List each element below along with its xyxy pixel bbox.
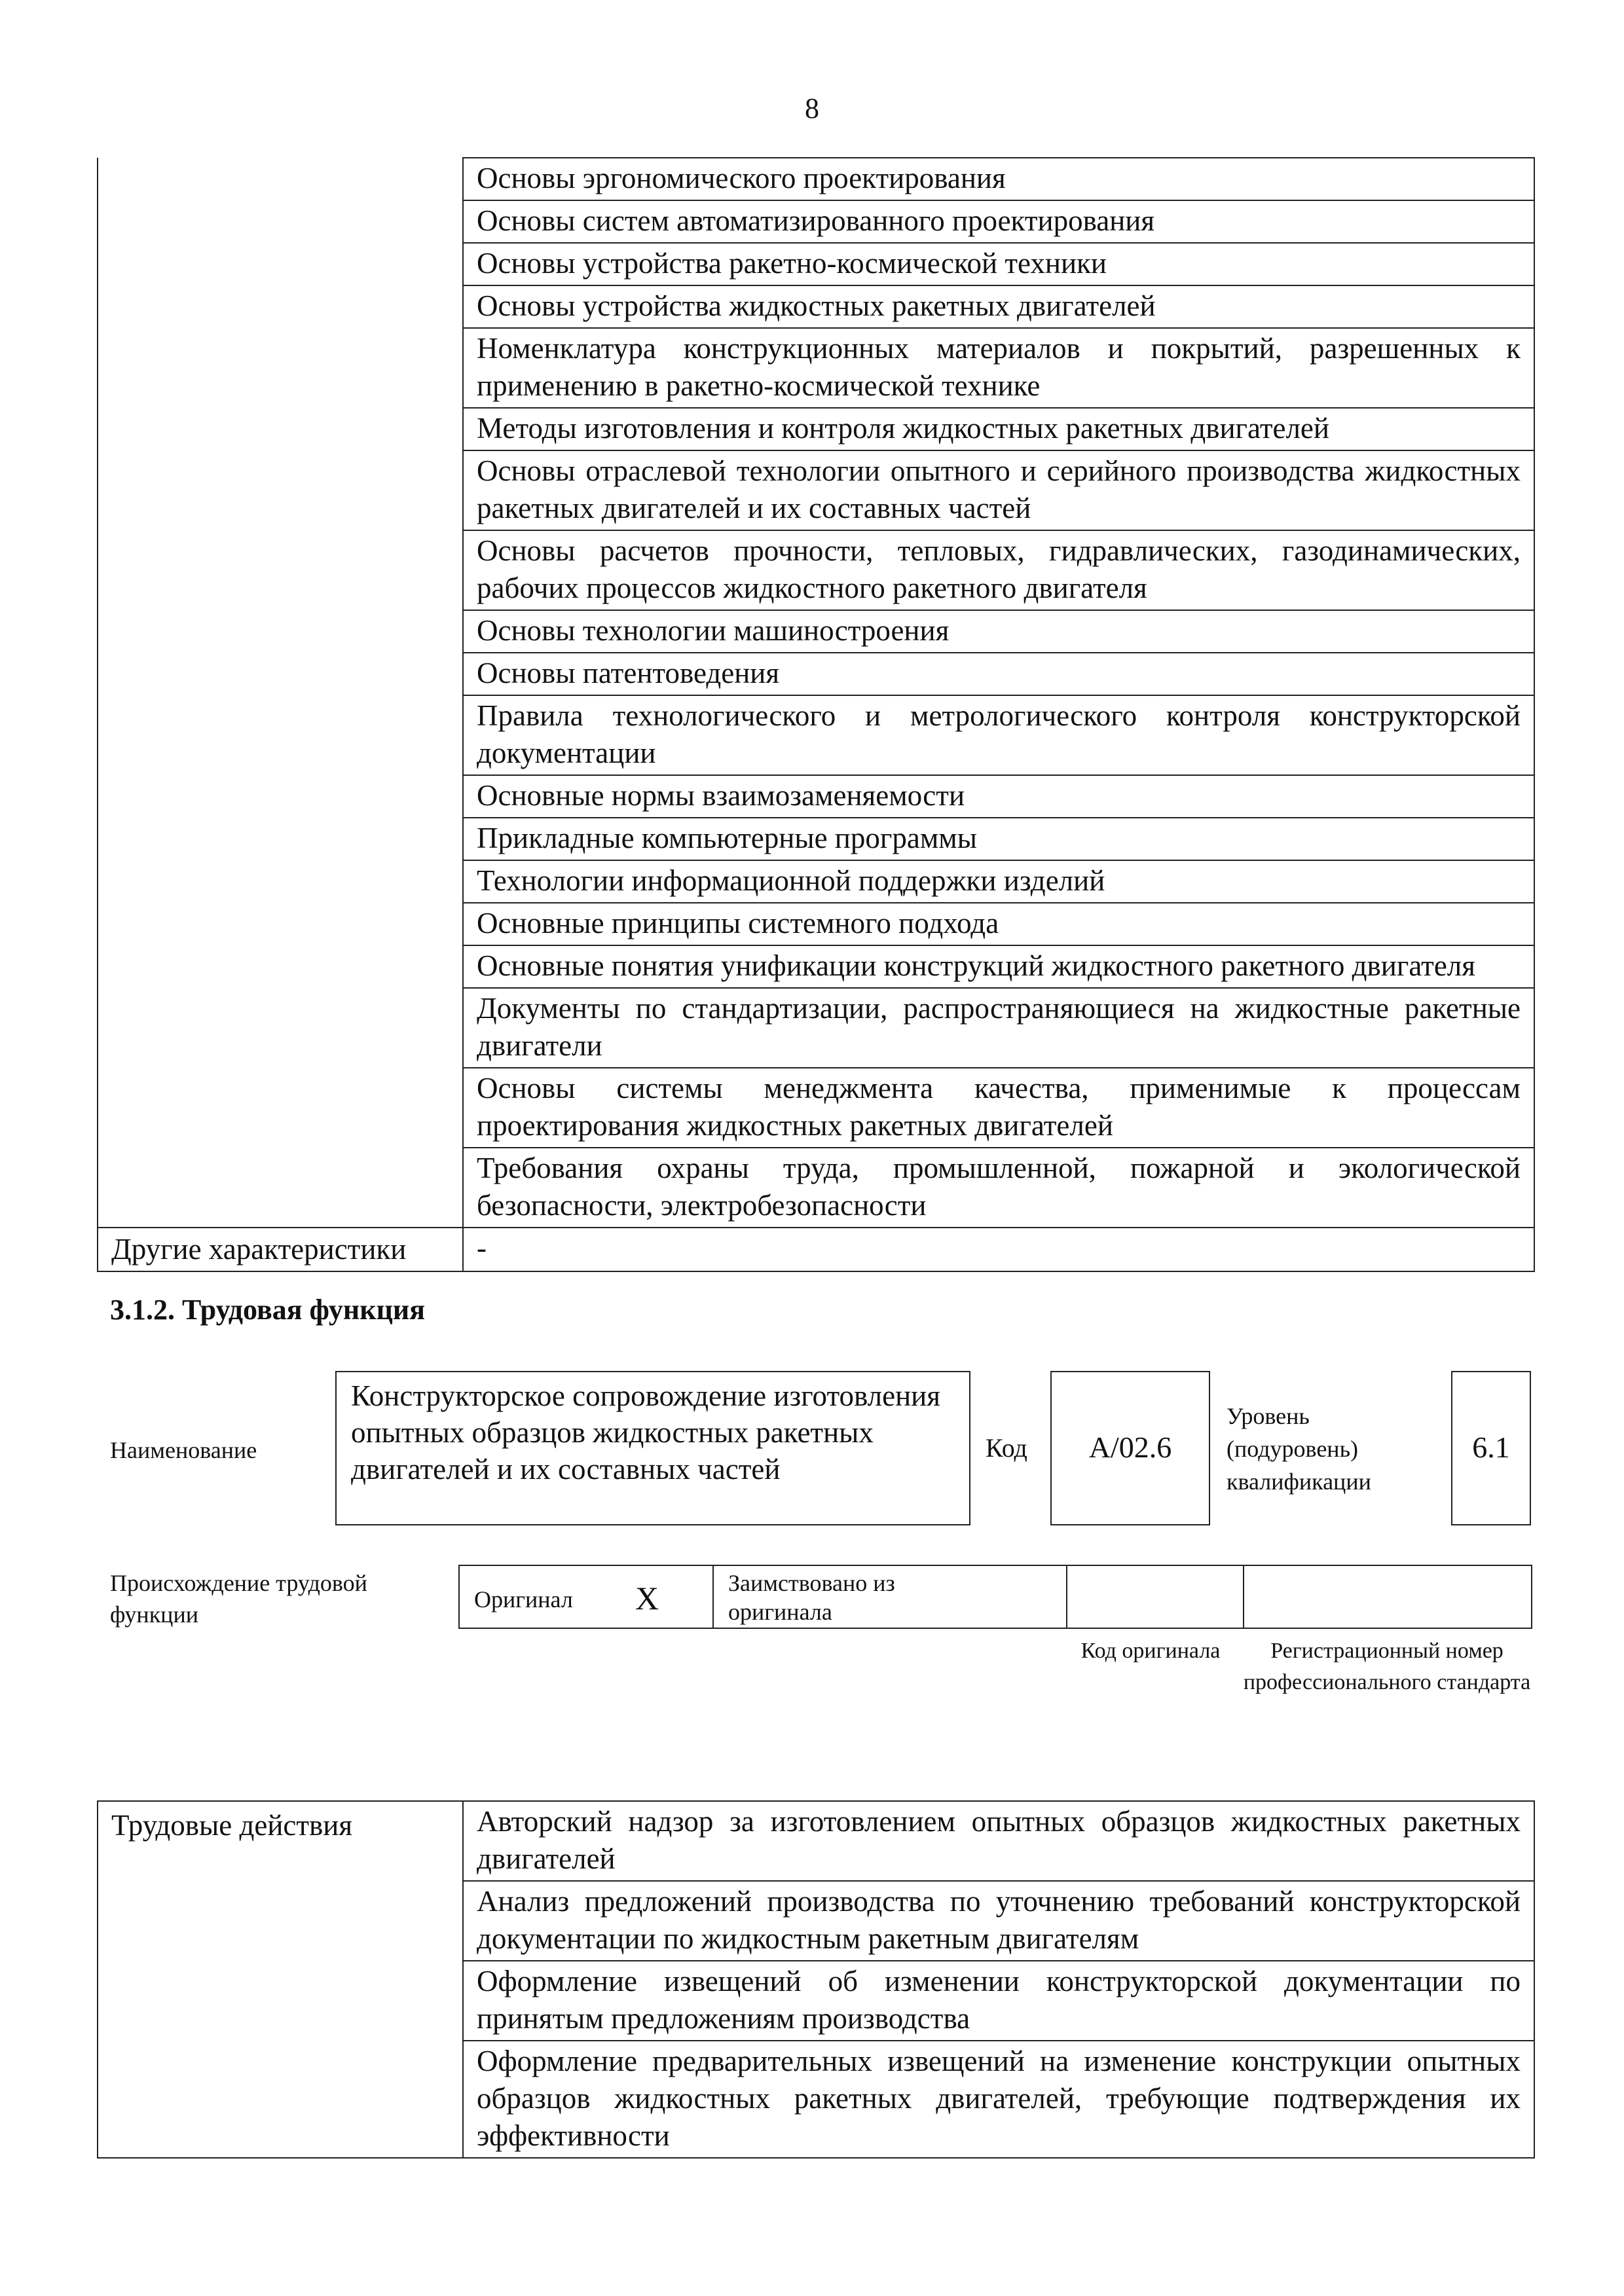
function-code-box: A/02.6: [1050, 1371, 1210, 1525]
knowledge-item: Основы расчетов прочности, тепловых, гидравлических, газодинамических, рабочих процессов жидкостного ракетного двигателя: [463, 530, 1534, 610]
other-characteristics-value: -: [463, 1228, 1534, 1271]
function-code-label: Код: [986, 1433, 1027, 1463]
origin-original-mark: X: [635, 1580, 659, 1616]
knowledge-item: Прикладные компьютерные программы: [463, 818, 1534, 860]
knowledge-item: Основные понятия унификации конструкций жидкостного ракетного двигателя: [463, 945, 1534, 988]
function-name-label: Наименование: [110, 1437, 257, 1463]
knowledge-item: Правила технологического и метрологического контроля конструкторской документации: [463, 695, 1534, 775]
knowledge-item: Основы системы менеджмента качества, применимые к процессам проектирования жидкостных ракетных двигателей: [463, 1068, 1534, 1148]
other-characteristics-label: Другие характеристики: [98, 1228, 463, 1271]
knowledge-item: Основные принципы системного подхода: [463, 903, 1534, 945]
origin-borrowed-label: Заимствовано из оригинала: [728, 1570, 895, 1625]
knowledge-item: Номенклатура конструкционных материалов и покрытий, разрешенных к применению в ракетно-космической технике: [463, 328, 1534, 408]
labor-action-item: Анализ предложений производства по уточнению требований конструкторской документации по жидкостным ракетным двигателям: [463, 1881, 1534, 1961]
knowledge-item: Основы устройства жидкостных ракетных двигателей: [463, 285, 1534, 328]
knowledge-label-cell: [98, 158, 463, 1228]
origin-borrowed-cell: [714, 1566, 1067, 1628]
origin-original-label: Оригинал: [474, 1586, 573, 1613]
knowledge-item: Основные нормы взаимозаменяемости: [463, 775, 1534, 818]
knowledge-item: Основы технологии машиностроения: [463, 610, 1534, 653]
knowledge-item: Основы эргономического проектирования: [463, 158, 1534, 200]
qualification-level-label-text: Уровень (подуровень) квалификации: [1227, 1403, 1371, 1495]
function-name-box: Конструкторское сопровождение изготовления опытных образцов жидкостных ракетных двигателей и их составных частей: [335, 1371, 970, 1525]
origin-code-cell: [1067, 1566, 1244, 1628]
labor-actions-label: Трудовые действия: [98, 1801, 463, 2158]
knowledge-item: Документы по стандартизации, распространяющиеся на жидкостные ракетные двигатели: [463, 988, 1534, 1068]
labor-action-item: Оформление извещений об изменении конструкторской документации по принятым предложениям производства: [463, 1961, 1534, 2041]
knowledge-item: Основы устройства ракетно-космической техники: [463, 243, 1534, 285]
origin-original-cell: [460, 1566, 714, 1628]
knowledge-item: Требования охраны труда, промышленной, пожарной и экологической безопасности, электробезопасности: [463, 1148, 1534, 1228]
qualification-level-box: 6.1: [1451, 1371, 1531, 1525]
labor-actions-table: [97, 1800, 1535, 2159]
knowledge-item: Технологии информационной поддержки изделий: [463, 860, 1534, 903]
knowledge-item: Основы отраслевой технологии опытного и серийного производства жидкостных ракетных двигателей и их составных частей: [463, 450, 1534, 530]
knowledge-item: Основы систем автоматизированного проектирования: [463, 200, 1534, 243]
origin-table: [458, 1565, 1532, 1629]
knowledge-item: Основы патентоведения: [463, 653, 1534, 695]
section-title: 3.1.2. Трудовая функция: [110, 1294, 426, 1326]
knowledge-item: Методы изготовления и контроля жидкостных ракетных двигателей: [463, 408, 1534, 450]
labor-action-item: Авторский надзор за изготовлением опытных образцов жидкостных ракетных двигателей: [463, 1801, 1534, 1881]
caption-registration-number: Регистрационный номер профессионального стандарта: [1243, 1639, 1531, 1694]
origin-registration-cell: [1244, 1566, 1531, 1628]
page-number: 8: [805, 92, 819, 124]
origin-label: Происхождение трудовой функции: [110, 1570, 367, 1628]
knowledge-table: [97, 157, 1535, 1272]
caption-original-code: Код оригинала: [1080, 1639, 1221, 1663]
qualification-level-label: [1227, 1400, 1416, 1498]
labor-action-item: Оформление предварительных извещений на изменение конструкции опытных образцов жидкостных ракетных двигателей, требующие подтверждения их эффективности: [463, 2041, 1534, 2158]
